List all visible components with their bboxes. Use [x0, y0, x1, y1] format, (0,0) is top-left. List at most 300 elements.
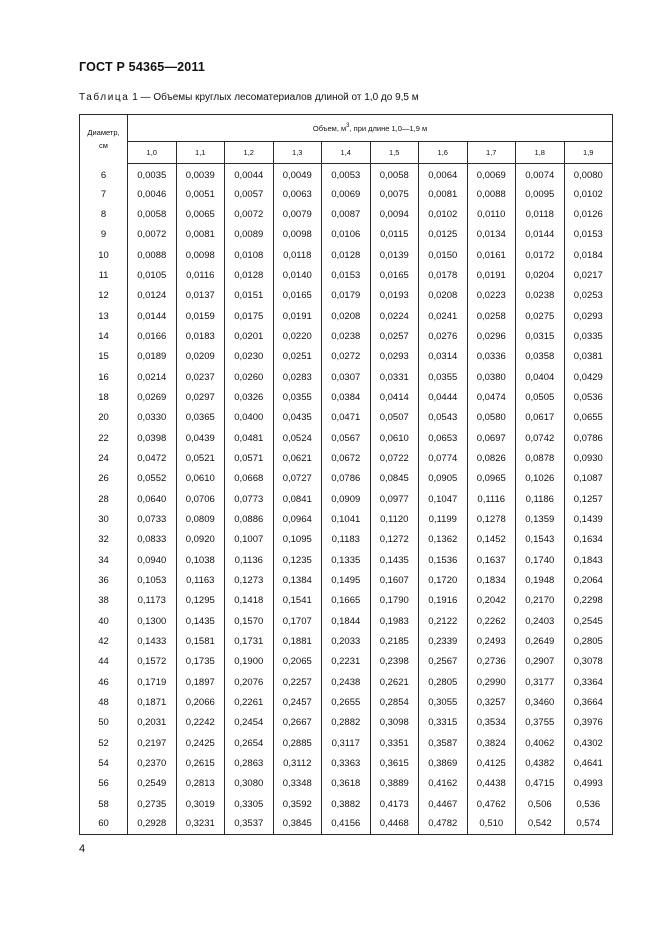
table-caption-number: 1	[132, 92, 138, 103]
volume-cell: 0,3534	[467, 713, 516, 733]
volume-cell: 0,1435	[176, 611, 225, 631]
volume-cell: 0,3117	[322, 733, 371, 753]
volume-cell: 0,2649	[516, 631, 565, 651]
diameter-cell: 30	[80, 509, 128, 529]
volume-cell: 0,0841	[273, 489, 322, 509]
diameter-header-line2: см	[99, 141, 108, 151]
table-row	[80, 692, 613, 712]
volume-cell: 0,1881	[273, 631, 322, 651]
volume-cell: 0,0144	[128, 306, 177, 326]
volume-cell: 0,0151	[225, 286, 274, 306]
volume-cell: 0,3364	[564, 672, 613, 692]
diameter-cell: 22	[80, 428, 128, 448]
volume-cell: 0,1300	[128, 611, 177, 631]
diameter-cell: 20	[80, 408, 128, 428]
table-row	[80, 265, 613, 285]
length-column-header: 1,0	[128, 142, 177, 164]
volume-cell: 0,3305	[225, 794, 274, 814]
volume-cell: 0,0833	[128, 530, 177, 550]
volume-cell: 0,0251	[273, 347, 322, 367]
table-row	[80, 245, 613, 265]
volume-cell: 0,0617	[516, 408, 565, 428]
volume-cell: 0,1433	[128, 631, 177, 651]
volume-cell: 0,2242	[176, 713, 225, 733]
volume-cell: 0,4467	[419, 794, 468, 814]
volume-cell: 0,0128	[225, 265, 274, 285]
volume-cell: 0,0049	[273, 164, 322, 184]
volume-cell: 0,2261	[225, 692, 274, 712]
volume-cell: 0,0653	[419, 428, 468, 448]
volume-cell: 0,0293	[564, 306, 613, 326]
table-row	[80, 428, 613, 448]
volume-cell: 0,0384	[322, 387, 371, 407]
volume-cell: 0,1843	[564, 550, 613, 570]
volume-cell: 0,0315	[516, 326, 565, 346]
volume-cell: 0,0307	[322, 367, 371, 387]
volume-cell: 0,2813	[176, 774, 225, 794]
volume-cell: 0,2863	[225, 753, 274, 773]
volume-cell: 0,0204	[516, 265, 565, 285]
volume-cell: 0,2065	[273, 652, 322, 672]
volume-cell: 0,0253	[564, 286, 613, 306]
volume-cell: 0,0786	[564, 428, 613, 448]
page-number: 4	[79, 843, 86, 855]
volume-cell: 0,0640	[128, 489, 177, 509]
volume-cell: 0,0118	[516, 204, 565, 224]
volume-cell: 0,0108	[225, 245, 274, 265]
volume-cell: 0,1235	[273, 550, 322, 570]
volume-cell: 0,1163	[176, 570, 225, 590]
length-column-header: 1,1	[176, 142, 225, 164]
volume-cell: 0,0044	[225, 164, 274, 184]
volume-cell: 0,0706	[176, 489, 225, 509]
volume-cell: 0,0672	[322, 448, 371, 468]
volume-cell: 0,0058	[370, 164, 419, 184]
volume-cell: 0,0358	[516, 347, 565, 367]
volume-cell: 0,0326	[225, 387, 274, 407]
volume-cell: 0,1007	[225, 530, 274, 550]
volume-cell: 0,2655	[322, 692, 371, 712]
volume-cell: 0,0046	[128, 184, 177, 204]
volume-cell: 0,0909	[322, 489, 371, 509]
volume-cell: 0,3257	[467, 692, 516, 712]
volume-cell: 0,4125	[467, 753, 516, 773]
volume-cell: 0,2854	[370, 692, 419, 712]
volume-cell: 0,2735	[128, 794, 177, 814]
volume-cell: 0,1720	[419, 570, 468, 590]
volume-cell: 0,1095	[273, 530, 322, 550]
volume-cell: 0,0105	[128, 265, 177, 285]
table-row	[80, 591, 613, 611]
volume-cell: 0,0567	[322, 428, 371, 448]
table-row	[80, 550, 613, 570]
volume-cell: 0,3882	[322, 794, 371, 814]
diameter-cell: 16	[80, 367, 128, 387]
volume-cell: 0,2033	[322, 631, 371, 651]
volume-cell: 0,0209	[176, 347, 225, 367]
volume-cell: 0,0189	[128, 347, 177, 367]
diameter-cell: 54	[80, 753, 128, 773]
volume-cell: 0,0742	[516, 428, 565, 448]
volume-cell: 0,1665	[322, 591, 371, 611]
volume-cell: 0,1581	[176, 631, 225, 651]
volume-cell: 0,0297	[176, 387, 225, 407]
volume-cell: 0,0471	[322, 408, 371, 428]
volume-cell: 0,0400	[225, 408, 274, 428]
volume-cell: 0,1041	[322, 509, 371, 529]
volume-cell: 0,0217	[564, 265, 613, 285]
diameter-cell: 34	[80, 550, 128, 570]
volume-cell: 0,0238	[516, 286, 565, 306]
volume-cell: 0,1335	[322, 550, 371, 570]
length-column-header: 1,9	[564, 142, 613, 164]
volume-cell: 0,0878	[516, 448, 565, 468]
length-column-header: 1,3	[273, 142, 322, 164]
volume-cell: 0,0786	[322, 469, 371, 489]
volume-cell: 0,0126	[564, 204, 613, 224]
volume-cell: 0,0552	[128, 469, 177, 489]
volume-cell: 0,0237	[176, 367, 225, 387]
volume-cell: 0,4762	[467, 794, 516, 814]
volume-cell: 0,0115	[370, 225, 419, 245]
volume-header-exponent: 3	[346, 123, 350, 129]
volume-cell: 0,0380	[467, 367, 516, 387]
diameter-cell: 52	[80, 733, 128, 753]
length-column-header: 1,4	[322, 142, 371, 164]
volume-cell: 0,0139	[370, 245, 419, 265]
volume-cell: 0,0098	[176, 245, 225, 265]
length-column-header: 1,7	[467, 142, 516, 164]
table-row	[80, 774, 613, 794]
diameter-cell: 24	[80, 448, 128, 468]
volume-cell: 0,0165	[273, 286, 322, 306]
volume-cell: 0,1740	[516, 550, 565, 570]
table-row	[80, 469, 613, 489]
volume-cell: 0,0444	[419, 387, 468, 407]
volume-cell: 0,0161	[467, 245, 516, 265]
diameter-header-line1: Диаметр,	[87, 128, 120, 138]
volume-cell: 0,0080	[564, 164, 613, 184]
volume-cell: 0,510	[467, 815, 516, 835]
volume-cell: 0,1120	[370, 509, 419, 529]
volume-cell: 0,0257	[370, 326, 419, 346]
volume-cell: 0,0102	[419, 204, 468, 224]
volume-header-suffix: , при длине 1,0—1,9 м	[349, 124, 428, 133]
volume-cell: 0,0063	[273, 184, 322, 204]
table-caption-label: Таблица	[79, 92, 130, 103]
volume-cell: 0,2031	[128, 713, 177, 733]
volume-cell: 0,1439	[564, 509, 613, 529]
volume-cell: 0,2438	[322, 672, 371, 692]
volume-cell: 0,4162	[419, 774, 468, 794]
volume-cell: 0,0159	[176, 306, 225, 326]
diameter-cell: 6	[80, 164, 128, 184]
volume-cell: 0,1607	[370, 570, 419, 590]
volume-cell: 0,0381	[564, 347, 613, 367]
volume-cell: 0,3098	[370, 713, 419, 733]
volume-cell: 0,2667	[273, 713, 322, 733]
volume-cell: 0,0102	[564, 184, 613, 204]
volume-cell: 0,0053	[322, 164, 371, 184]
volume-cell: 0,0773	[225, 489, 274, 509]
volume-cell: 0,0330	[128, 408, 177, 428]
volume-cell: 0,1199	[419, 509, 468, 529]
table-row	[80, 652, 613, 672]
volume-cell: 0,2197	[128, 733, 177, 753]
volume-cell: 0,1543	[516, 530, 565, 550]
volume-cell: 0,4438	[467, 774, 516, 794]
volume-cell: 0,0269	[128, 387, 177, 407]
volume-cell: 0,3664	[564, 692, 613, 712]
volume-cell: 0,0165	[370, 265, 419, 285]
volume-cell: 0,0128	[322, 245, 371, 265]
volume-cell: 0,0276	[419, 326, 468, 346]
diameter-cell: 10	[80, 245, 128, 265]
table-row	[80, 794, 613, 814]
diameter-cell: 32	[80, 530, 128, 550]
volume-cell: 0,0930	[564, 448, 613, 468]
volume-cell: 0,1634	[564, 530, 613, 550]
volume-cell: 0,1087	[564, 469, 613, 489]
volume-cell: 0,0224	[370, 306, 419, 326]
volume-cell: 0,0524	[273, 428, 322, 448]
volume-cell: 0,1362	[419, 530, 468, 550]
volume-cell: 0,1834	[467, 570, 516, 590]
volume-cell: 0,0098	[273, 225, 322, 245]
volume-cell: 0,0193	[370, 286, 419, 306]
volume-cell: 0,1735	[176, 652, 225, 672]
diameter-cell: 26	[80, 469, 128, 489]
volume-cell: 0,1173	[128, 591, 177, 611]
volume-cell: 0,0774	[419, 448, 468, 468]
diameter-cell: 11	[80, 265, 128, 285]
volume-cell: 0,0179	[322, 286, 371, 306]
diameter-cell: 40	[80, 611, 128, 631]
volume-cell: 0,1273	[225, 570, 274, 590]
volume-cell: 0,3351	[370, 733, 419, 753]
volume-cell: 0,3460	[516, 692, 565, 712]
volume-cell: 0,2339	[419, 631, 468, 651]
volume-cell: 0,0621	[273, 448, 322, 468]
diameter-cell: 14	[80, 326, 128, 346]
volume-cell: 0,0072	[128, 225, 177, 245]
volume-cell: 0,0331	[370, 367, 419, 387]
diameter-cell: 7	[80, 184, 128, 204]
volume-cell: 0,2403	[516, 611, 565, 631]
volume-cell: 0,0505	[516, 387, 565, 407]
volume-cell: 0,1983	[370, 611, 419, 631]
volume-cell: 0,1026	[516, 469, 565, 489]
volume-cell: 0,4715	[516, 774, 565, 794]
volume-cell: 0,3592	[273, 794, 322, 814]
volume-cell: 0,2298	[564, 591, 613, 611]
volume-cell: 0,0191	[467, 265, 516, 285]
volume-cell: 0,574	[564, 815, 613, 835]
diameter-cell: 44	[80, 652, 128, 672]
volume-cell: 0,0051	[176, 184, 225, 204]
diameter-cell: 18	[80, 387, 128, 407]
volume-cell: 0,2076	[225, 672, 274, 692]
volume-cell: 0,0580	[467, 408, 516, 428]
volume-cell: 0,0137	[176, 286, 225, 306]
table-row	[80, 570, 613, 590]
volume-cell: 0,3112	[273, 753, 322, 773]
volume-cell: 0,0809	[176, 509, 225, 529]
length-column-header: 1,8	[516, 142, 565, 164]
volume-cell: 0,0079	[273, 204, 322, 224]
volume-cell: 0,3824	[467, 733, 516, 753]
volume-cell: 0,1359	[516, 509, 565, 529]
diameter-cell: 13	[80, 306, 128, 326]
volume-cell: 0,1871	[128, 692, 177, 712]
volume-cell: 0,2370	[128, 753, 177, 773]
volume-cell: 0,0172	[516, 245, 565, 265]
volume-cell: 0,1897	[176, 672, 225, 692]
table-row	[80, 408, 613, 428]
volume-cell: 0,3348	[273, 774, 322, 794]
volume-cell: 0,3177	[516, 672, 565, 692]
volume-cell: 0,0220	[273, 326, 322, 346]
volume-cell: 0,3315	[419, 713, 468, 733]
volume-cell: 0,1418	[225, 591, 274, 611]
table-row	[80, 164, 613, 184]
volume-cell: 0,0035	[128, 164, 177, 184]
volume-cell: 0,0081	[176, 225, 225, 245]
volume-cell: 0,2042	[467, 591, 516, 611]
volume-cell: 0,1452	[467, 530, 516, 550]
volume-cell: 0,0150	[419, 245, 468, 265]
volume-cell: 0,0184	[564, 245, 613, 265]
diameter-cell: 15	[80, 347, 128, 367]
volume-cell: 0,0094	[370, 204, 419, 224]
volume-cell: 0,0610	[370, 428, 419, 448]
table-row	[80, 347, 613, 367]
volume-cell: 0,0260	[225, 367, 274, 387]
volume-cell: 0,2885	[273, 733, 322, 753]
volume-cell: 0,0965	[467, 469, 516, 489]
volume-cell: 0,0124	[128, 286, 177, 306]
volume-cell: 0,0439	[176, 428, 225, 448]
length-column-header: 1,2	[225, 142, 274, 164]
volume-cell: 0,0178	[419, 265, 468, 285]
volume-cell: 0,0241	[419, 306, 468, 326]
volume-cell: 0,2882	[322, 713, 371, 733]
volume-cell: 0,2231	[322, 652, 371, 672]
table-row	[80, 448, 613, 468]
volume-cell: 0,0365	[176, 408, 225, 428]
volume-cell: 0,1295	[176, 591, 225, 611]
volume-cell: 0,1707	[273, 611, 322, 631]
volume-cell: 0,0733	[128, 509, 177, 529]
volume-cell: 0,1257	[564, 489, 613, 509]
diameter-cell: 56	[80, 774, 128, 794]
diameter-cell: 60	[80, 815, 128, 835]
table-row	[80, 672, 613, 692]
volume-cell: 0,1916	[419, 591, 468, 611]
volume-cell: 0,2736	[467, 652, 516, 672]
volume-cell: 0,0355	[273, 387, 322, 407]
volume-cell: 0,2567	[419, 652, 468, 672]
volume-cell: 0,0057	[225, 184, 274, 204]
volume-cell: 0,3889	[370, 774, 419, 794]
volume-cell: 0,0655	[564, 408, 613, 428]
volume-cell: 0,3587	[419, 733, 468, 753]
volume-cell: 0,0238	[322, 326, 371, 346]
volume-cell: 0,0610	[176, 469, 225, 489]
volume-cell: 0,0069	[322, 184, 371, 204]
table-row	[80, 530, 613, 550]
volume-cell: 0,2928	[128, 815, 177, 835]
volume-cell: 0,0058	[128, 204, 177, 224]
volume-cell: 0,0977	[370, 489, 419, 509]
volume-cell: 0,1570	[225, 611, 274, 631]
volume-cell: 0,0087	[322, 204, 371, 224]
volume-cell: 0,2457	[273, 692, 322, 712]
volume-cell: 0,0283	[273, 367, 322, 387]
volume-cell: 0,2398	[370, 652, 419, 672]
volume-cell: 0,3231	[176, 815, 225, 835]
volume-cell: 0,4302	[564, 733, 613, 753]
volume-cell: 0,2493	[467, 631, 516, 651]
volume-cell: 0,2170	[516, 591, 565, 611]
volume-cell: 0,0826	[467, 448, 516, 468]
volume-cell: 0,0474	[467, 387, 516, 407]
volume-cell: 0,1719	[128, 672, 177, 692]
length-column-header: 1,5	[370, 142, 419, 164]
volume-cell: 0,1136	[225, 550, 274, 570]
volume-cell: 0,1572	[128, 652, 177, 672]
volume-cell: 0,1272	[370, 530, 419, 550]
volume-cell: 0,1844	[322, 611, 371, 631]
table-row	[80, 489, 613, 509]
volume-cell: 0,4782	[419, 815, 468, 835]
volume-cell: 0,0296	[467, 326, 516, 346]
volume-cell: 0,0435	[273, 408, 322, 428]
volume-cell: 0,0275	[516, 306, 565, 326]
volume-cell: 0,2615	[176, 753, 225, 773]
volume-cell: 0,0201	[225, 326, 274, 346]
volume-cell: 0,0208	[419, 286, 468, 306]
diameter-cell: 8	[80, 204, 128, 224]
volume-cell: 0,542	[516, 815, 565, 835]
table-row	[80, 367, 613, 387]
volume-cell: 0,0335	[564, 326, 613, 346]
volume-cell: 0,2654	[225, 733, 274, 753]
volume-cell: 0,0118	[273, 245, 322, 265]
volume-cell: 0,4641	[564, 753, 613, 773]
volume-cell: 0,1047	[419, 489, 468, 509]
volume-cell: 0,0064	[419, 164, 468, 184]
table-row	[80, 387, 613, 407]
table-row	[80, 631, 613, 651]
diameter-column-header	[80, 115, 128, 164]
volume-cell: 0,0722	[370, 448, 419, 468]
volume-cell: 0,0355	[419, 367, 468, 387]
volume-cell: 0,0134	[467, 225, 516, 245]
diameter-cell: 38	[80, 591, 128, 611]
table-row	[80, 184, 613, 204]
table-caption	[79, 92, 419, 103]
volume-cell: 0,0125	[419, 225, 468, 245]
diameter-cell: 42	[80, 631, 128, 651]
volume-cell: 0,2549	[128, 774, 177, 794]
volume-cell: 0,3055	[419, 692, 468, 712]
volume-cell: 0,0081	[419, 184, 468, 204]
volume-cell: 0,0314	[419, 347, 468, 367]
volume-cell: 0,0886	[225, 509, 274, 529]
volume-cell: 0,1116	[467, 489, 516, 509]
volume-cell: 0,0920	[176, 530, 225, 550]
